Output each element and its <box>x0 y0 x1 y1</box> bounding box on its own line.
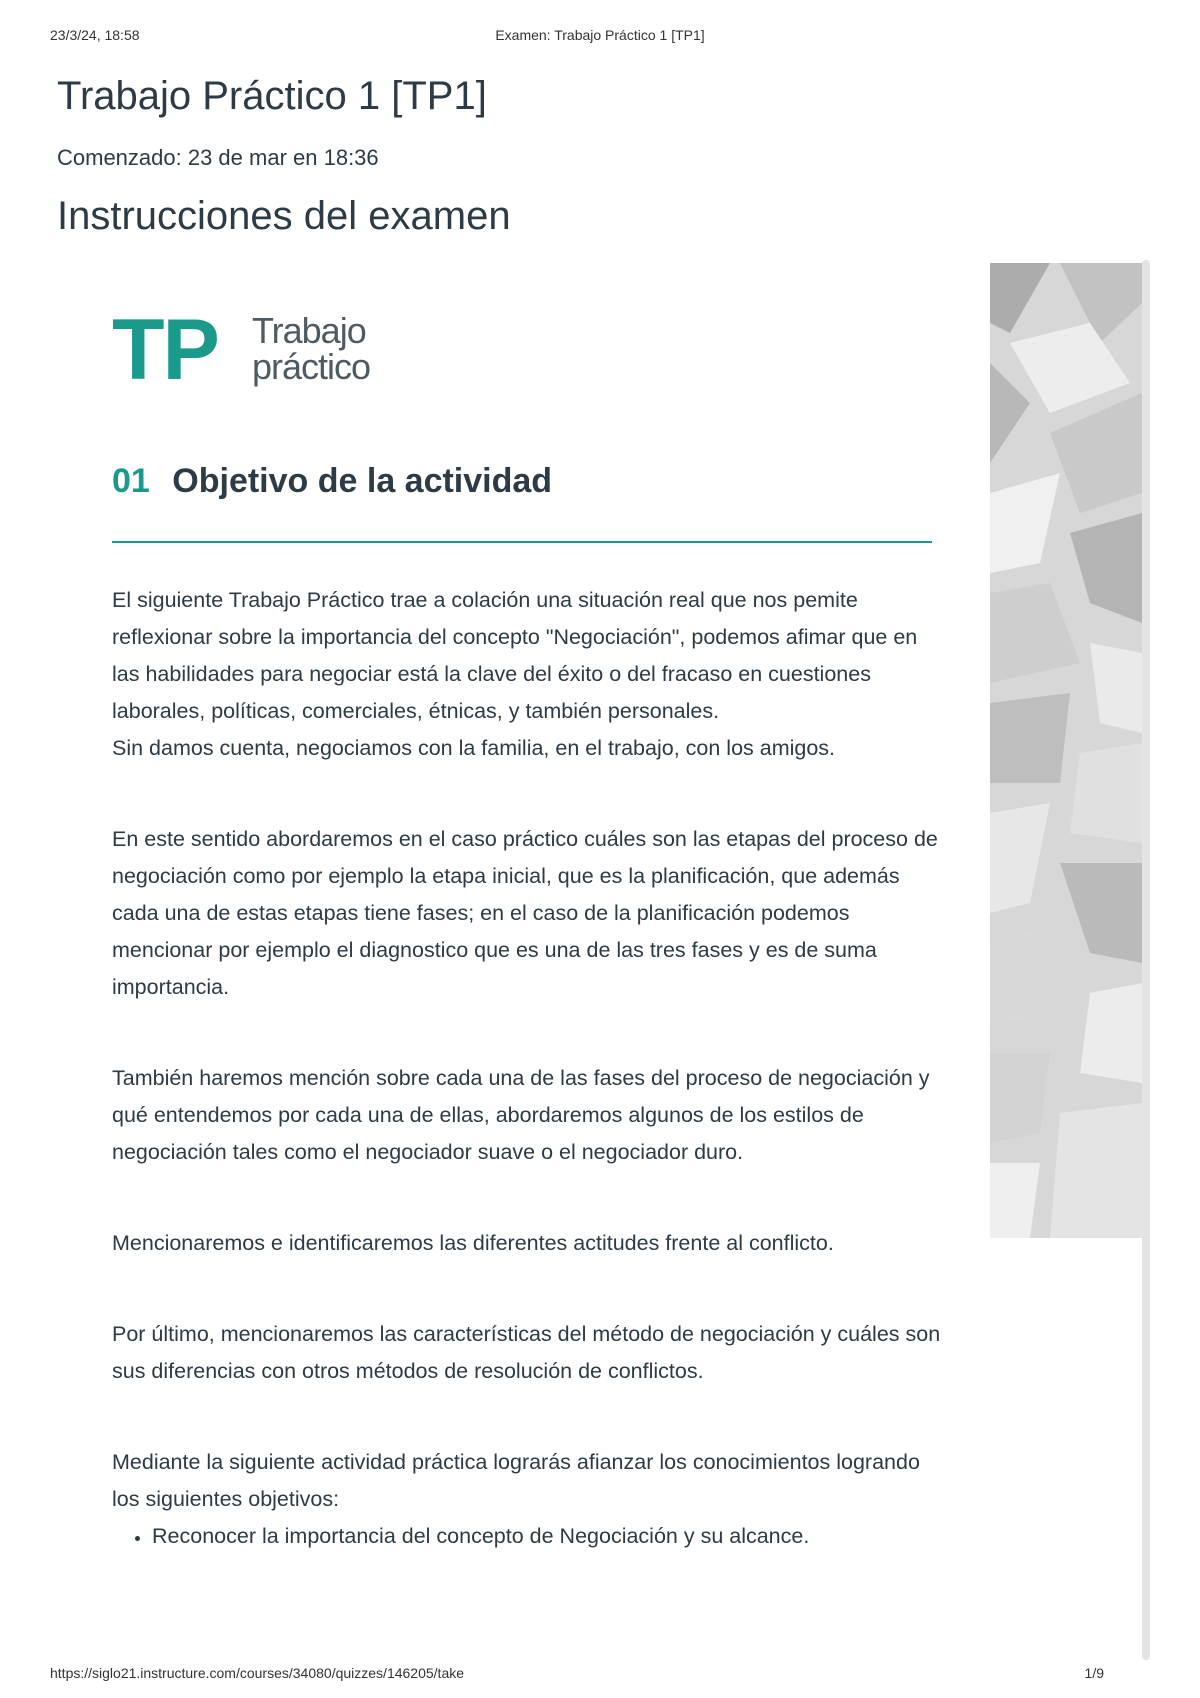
decorative-side-image <box>990 263 1142 1238</box>
paragraph-objectives-intro: Mediante la siguiente actividad práctica lograrás afianzar los conocimientos logrando los siguientes objetivos: <box>112 1450 920 1511</box>
paragraph-method: Por último, mencionaremos las características del método de negociación y cuáles son sus diferencias con otros métodos de resolución de conflictos. <box>112 1322 941 1383</box>
objectives-list <box>112 1518 942 1555</box>
tp-logo-mark: TP <box>112 302 218 398</box>
section-number: 01 <box>112 462 150 500</box>
list-item: • Reconocer la importancia del concepto de Negociación y su alcance. <box>152 1518 942 1555</box>
instructions-content <box>57 262 1147 1662</box>
tp-logo-word-2: práctico <box>252 346 371 387</box>
instructions-heading: Instrucciones del examen <box>57 194 511 238</box>
print-footer <box>50 1665 1150 1685</box>
started-timestamp: Comenzado: 23 de mar en 18:36 <box>57 145 379 170</box>
paragraph-intro-cont: Sin damos cuenta, negociamos con la familia, en el trabajo, con los amigos. <box>112 736 836 760</box>
tp-logo <box>112 302 412 398</box>
print-url: https://siglo21.instructure.com/courses/34080/quizzes/146205/take <box>50 1665 465 1681</box>
paragraph-stages: En este sentido abordaremos en el caso práctico cuáles son las etapas del proceso de negociación como por ejemplo la etapa inicial, que es la planificación, que además cada una de estas etapas tiene fases; en el caso de la planificación podemos mencionar por ejemplo el diagnostico que es una de las tres fases y es de suma importancia. <box>112 827 938 999</box>
scrollbar-thumb[interactable] <box>1142 260 1150 1660</box>
paragraph-phases: También haremos mención sobre cada una de las fases del proceso de negociación y qué entendemos por cada una de ellas, abordaremos algunos de los estilos de negociación tales como el negociador suave o el negociador duro. <box>112 1066 930 1164</box>
instructions-body <box>112 582 942 1555</box>
print-date: 23/3/24, 18:58 <box>50 27 140 43</box>
paragraph-attitudes: Mencionaremos e identificaremos las diferentes actitudes frente al conflicto. <box>112 1231 834 1255</box>
section-heading <box>112 462 932 508</box>
paragraph-intro: El siguiente Trabajo Práctico trae a colación una situación real que nos pemite reflexionar sobre la importancia del concepto "Negociación", podemos afimar que en las habilidades para negociar está la clave del éxito o del fracaso en cuestiones laborales, políticas, comerciales, étnicas, y también personales. <box>112 588 918 723</box>
tp-logo-word-1: Trabajo <box>252 310 366 351</box>
tp-logo-words <box>252 310 371 387</box>
scrollbar[interactable] <box>1142 260 1150 1660</box>
section-divider <box>112 541 932 543</box>
page-number: 1/9 <box>1084 1665 1104 1681</box>
print-header <box>50 27 1150 47</box>
section-title: Objetivo de la actividad <box>172 462 553 500</box>
page-title: Trabajo Práctico 1 [TP1] <box>57 74 487 118</box>
print-doc-title: Examen: Trabajo Práctico 1 [TP1] <box>495 27 705 43</box>
